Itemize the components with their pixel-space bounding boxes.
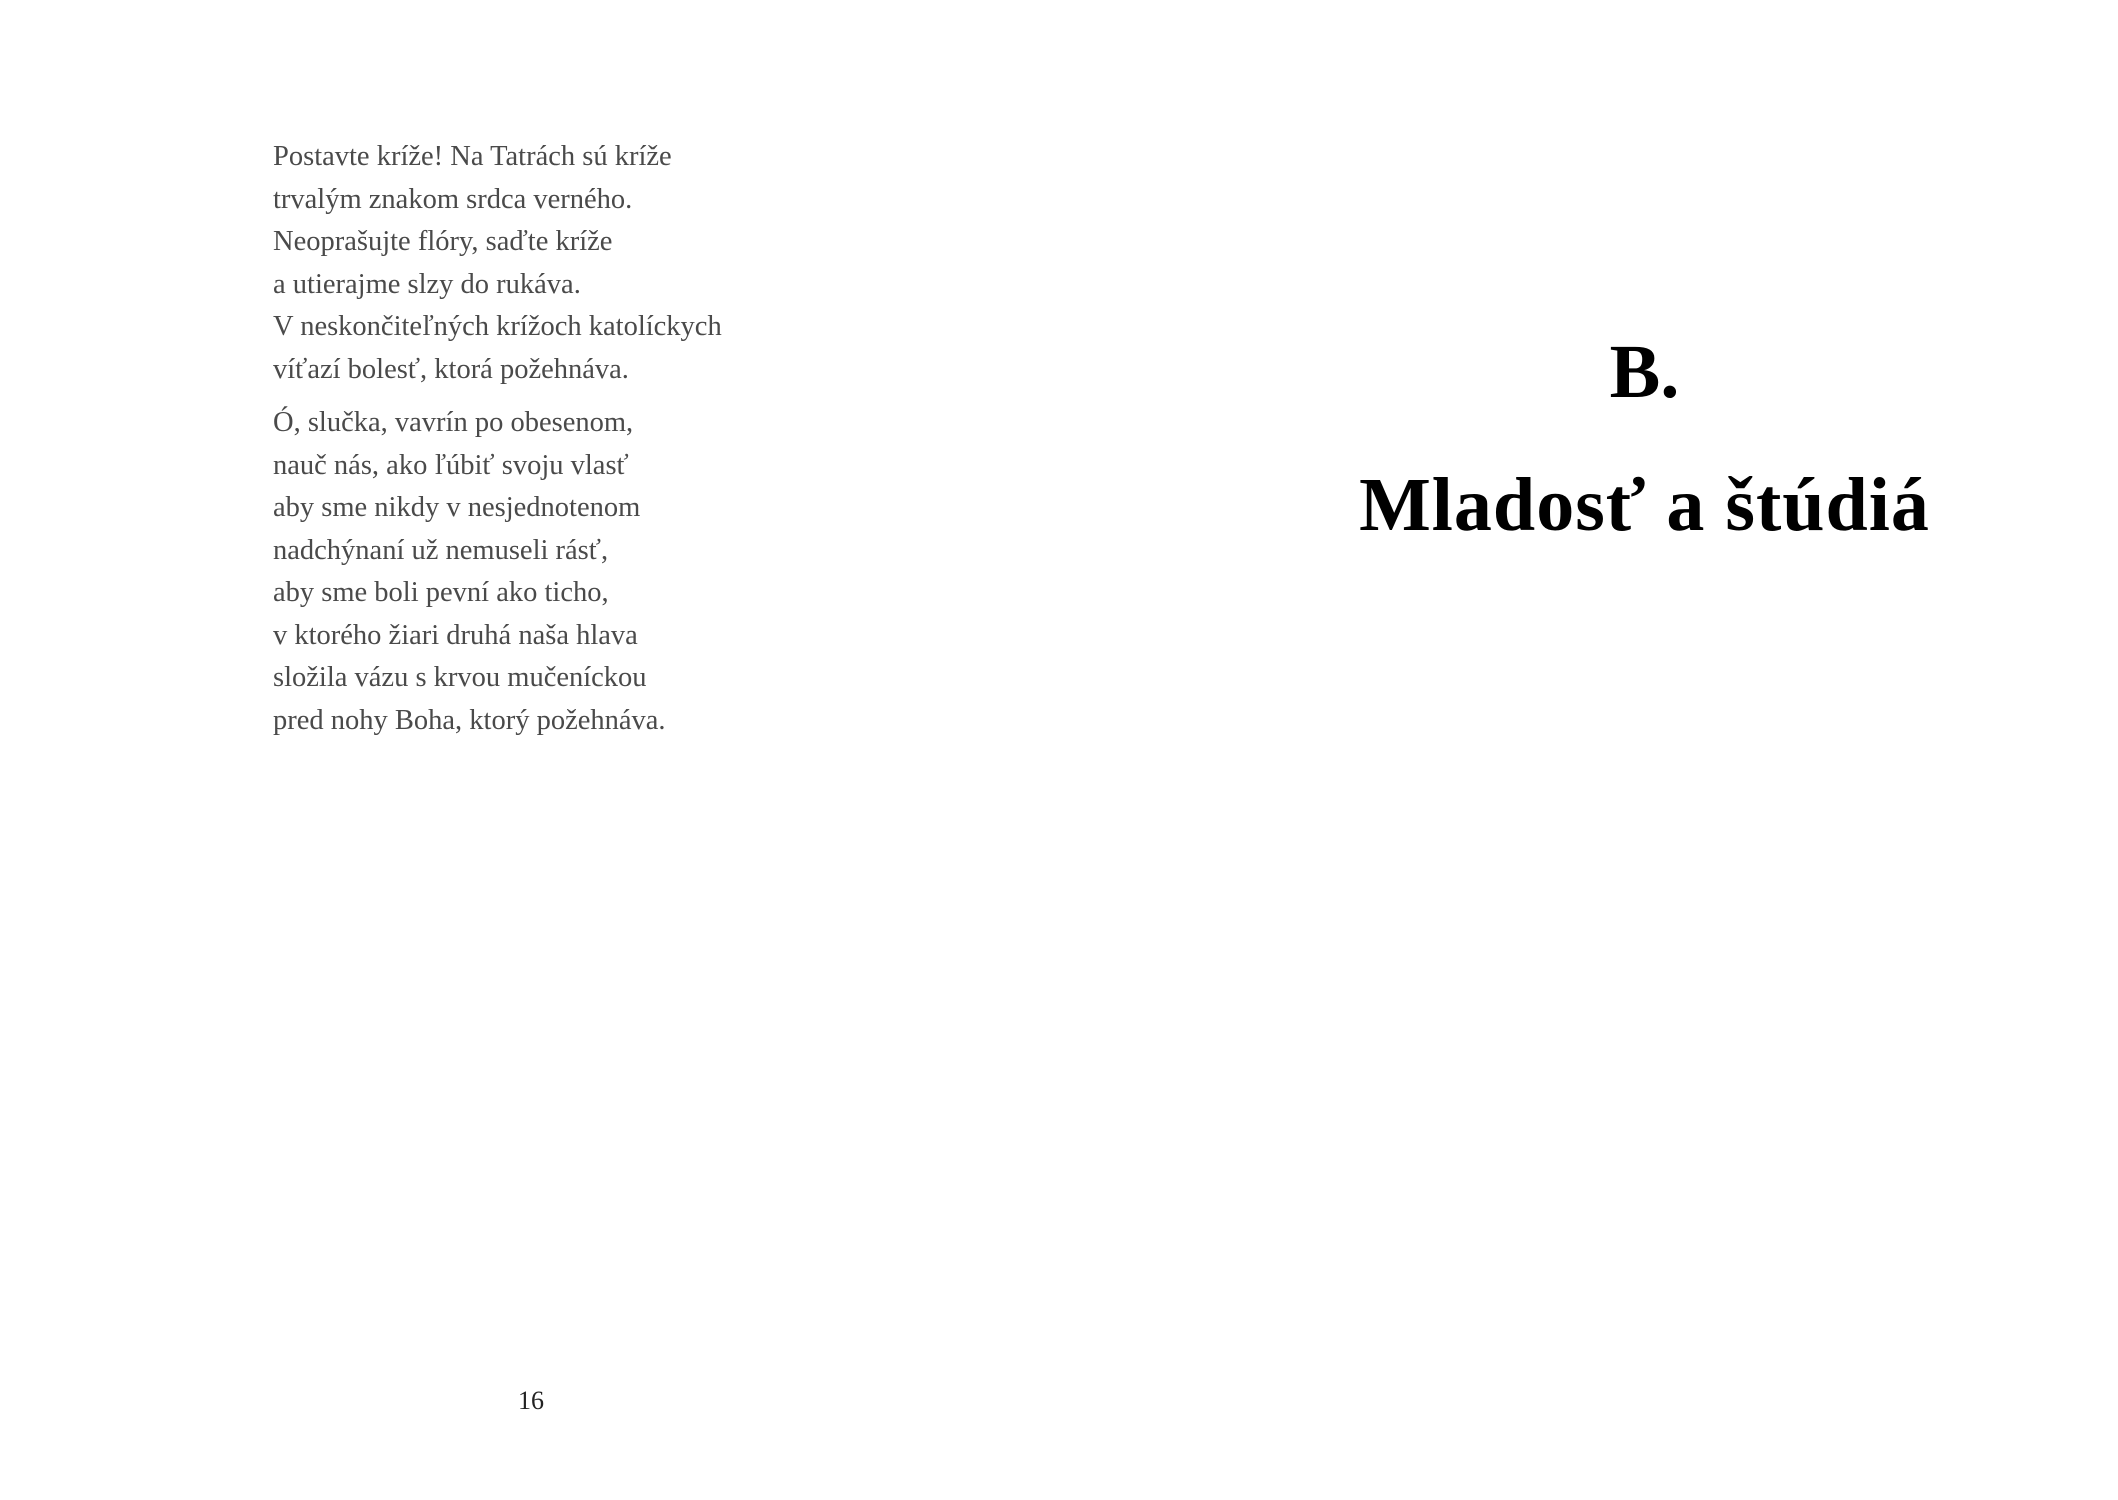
chapter-letter: B. [1609,330,1680,414]
poem-line: aby sme boli pevní ako ticho, [273,577,609,608]
poem-line: nauč nás, ako ľúbiť svoju vlasť [273,449,629,481]
right-page [1059,0,2118,1500]
poem-line: složila vázu s krvou mučeníckou [273,662,647,693]
poem-line: V neskončiteľných krížoch katolíckych [273,311,722,342]
poem-line: víťazí bolesť, ktorá požehnáva. [273,353,629,385]
poem-stanza-1 [273,136,833,391]
chapter-title: Mladosť a štúdiá [1359,463,1930,547]
poem-line: a utierajme slzy do rukáva. [273,268,581,300]
poem-line: Neoprašujte flóry, saďte kríže [273,226,613,257]
poem-stanza-2 [273,402,833,742]
poem-line: pred nohy Boha, ktorý požehnáva. [273,704,666,736]
poem-line: Ó, slučka, vavrín po obesenom, [273,407,634,438]
page-number: 16 [518,1386,544,1415]
poem [273,136,833,742]
poem-line: trvalým znakom srdca verného. [273,183,633,215]
poem-line: aby sme nikdy v nesjednotenom [273,492,641,523]
poem-line: Postavte kríže! Na Tatrách sú kríže [273,141,672,172]
poem-line: v ktorého žiari druhá naša hlava [273,619,638,651]
poem-line: nadchýnaní už nemuseli rásť, [273,534,609,566]
